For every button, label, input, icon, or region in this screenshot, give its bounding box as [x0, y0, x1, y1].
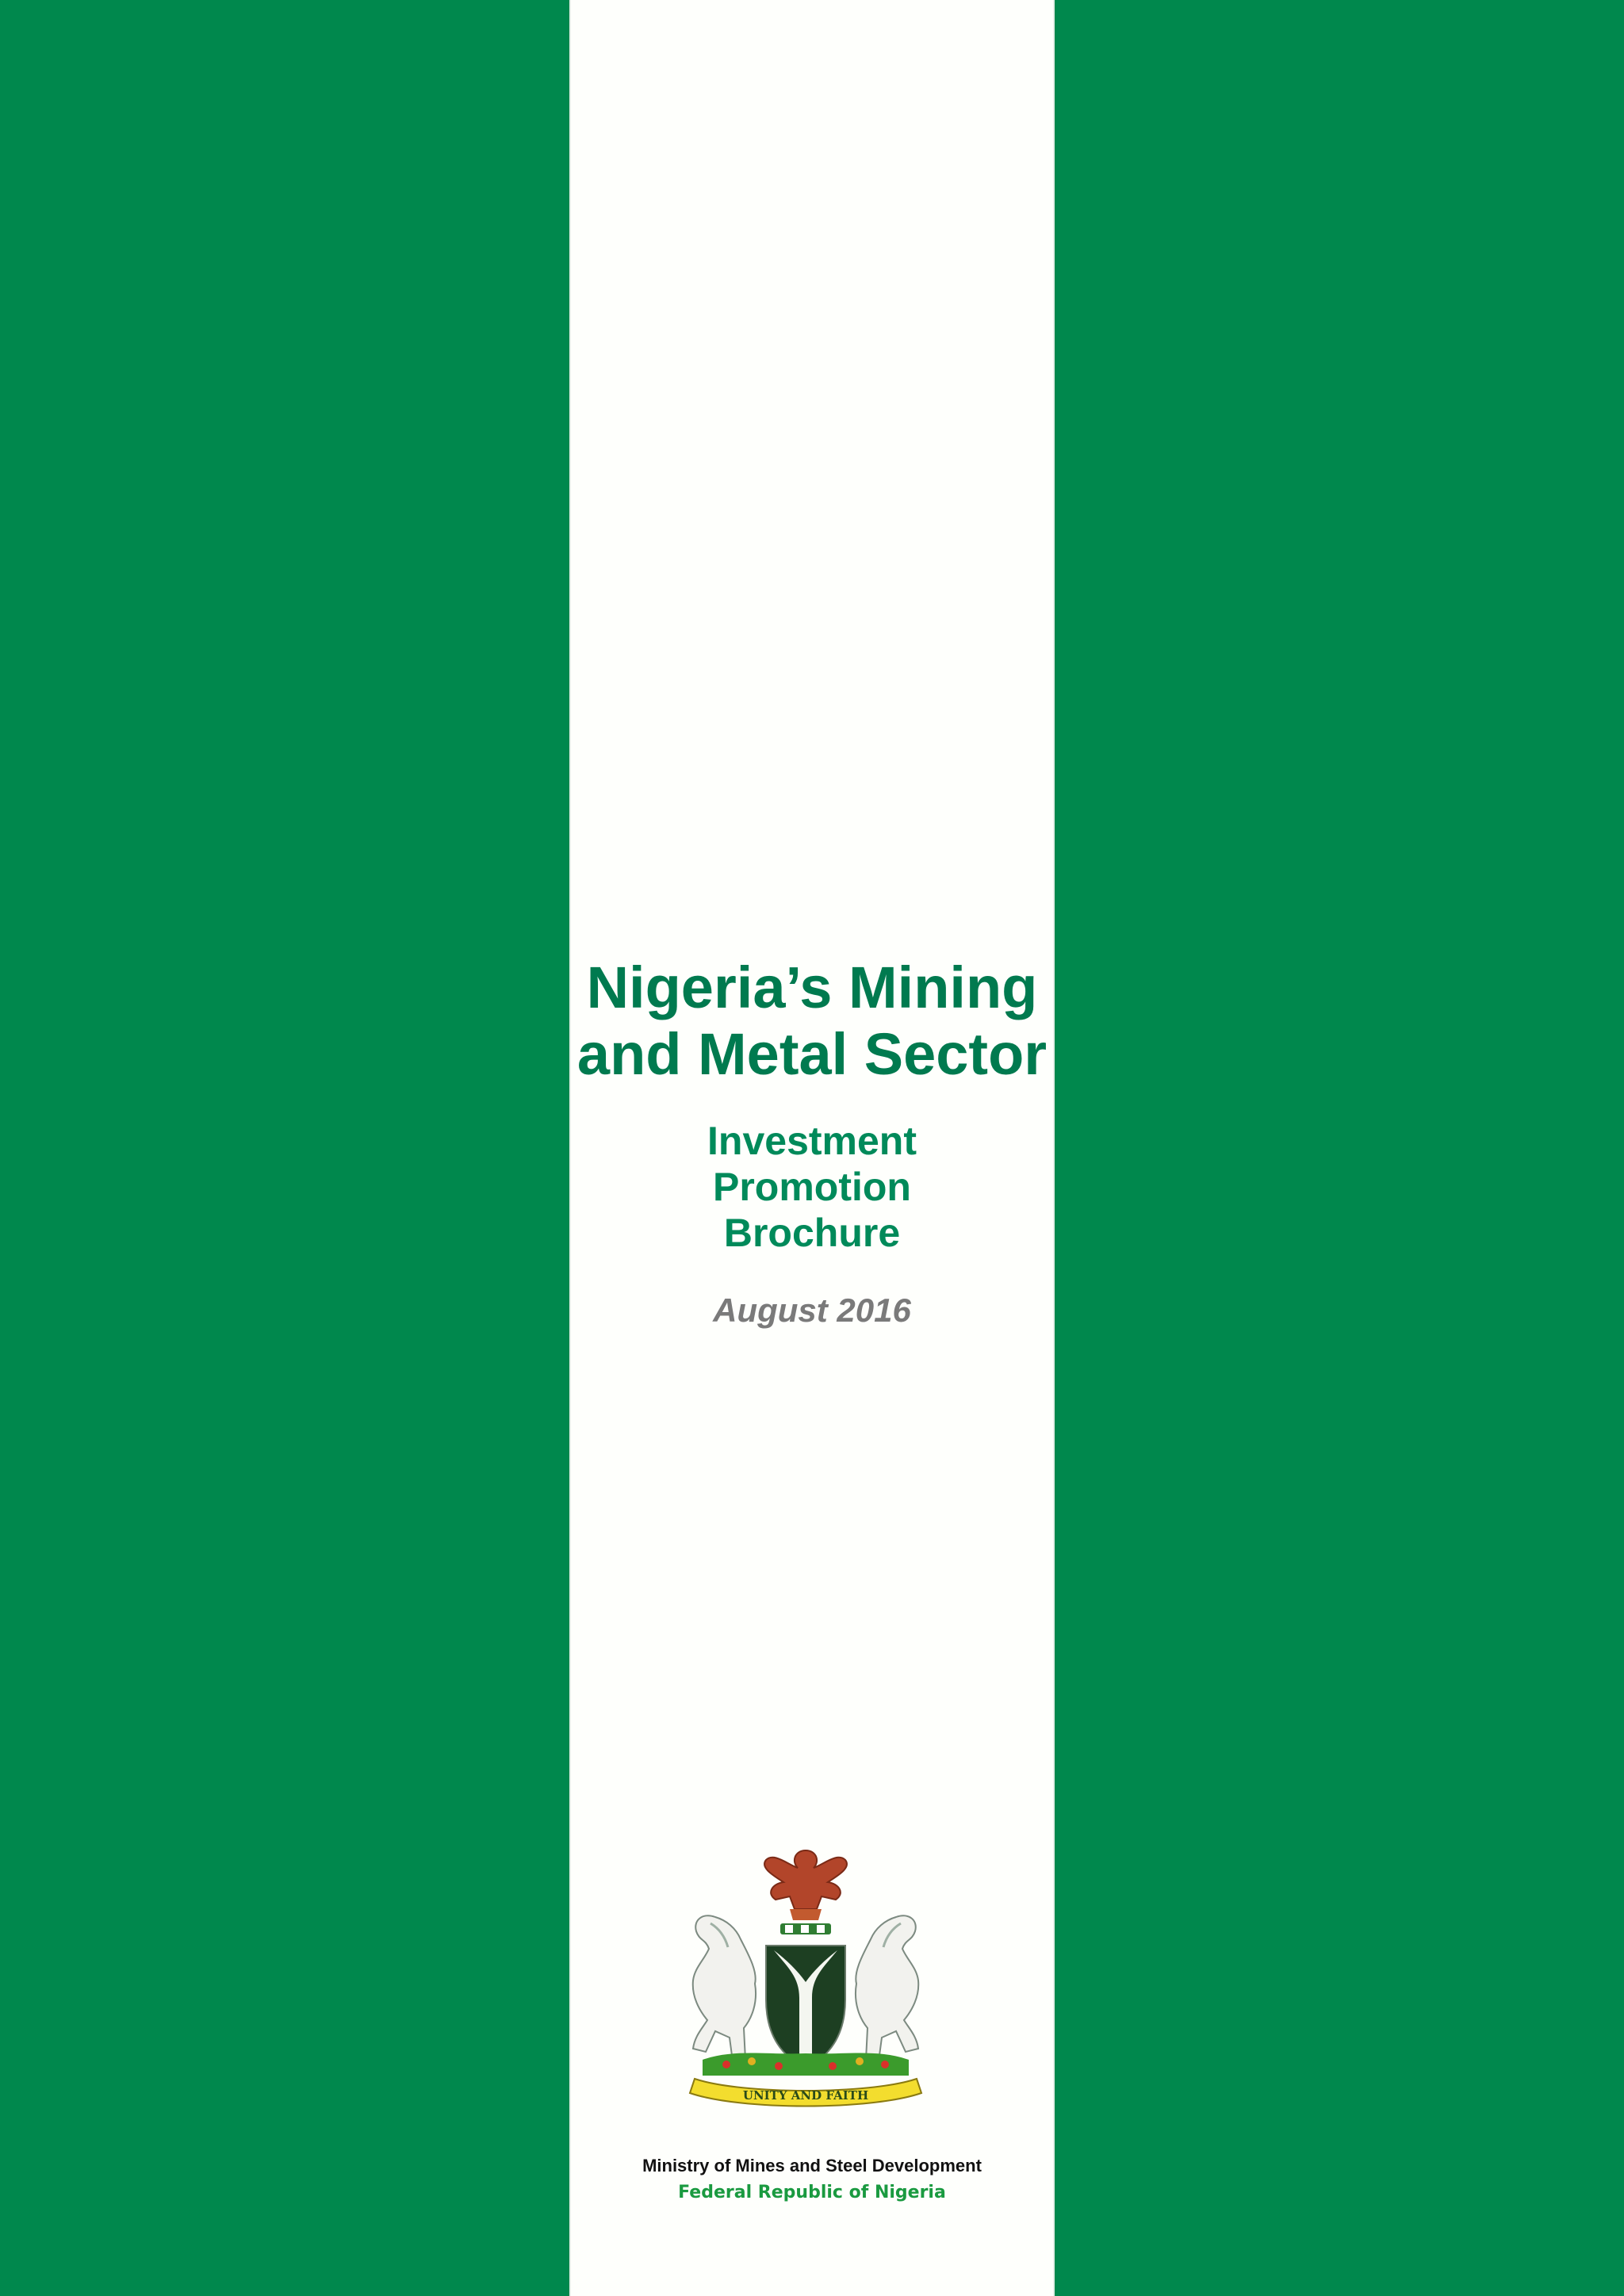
cover-subtitle-line-1: Investment [707, 1119, 917, 1163]
shield [766, 1946, 845, 2069]
cover-title-line-1: Nigeria’s Mining [586, 955, 1038, 1020]
eagle-crest [764, 1850, 847, 1934]
motto-text: UNITY AND FAITH [742, 2088, 869, 2103]
flag-green-stripe-left [0, 0, 569, 2296]
flag-green-stripe-right [1055, 0, 1624, 2296]
cover-subtitle-line-2: Promotion [713, 1165, 911, 1209]
motto-ribbon [690, 2079, 921, 2107]
cover-title-line-2: and Metal Sector [576, 1021, 1048, 1087]
government-name: Federal Republic of Nigeria [678, 2183, 946, 2202]
cover-subtitle [569, 1118, 1055, 1256]
cover-subtitle-line-3: Brochure [723, 1211, 901, 1255]
nigeria-coat-of-arms-icon [647, 1841, 964, 2110]
publication-date: August 2016 [713, 1292, 911, 1329]
ministry-name: Ministry of Mines and Steel Development [642, 2156, 982, 2175]
cover-title [569, 955, 1055, 1088]
